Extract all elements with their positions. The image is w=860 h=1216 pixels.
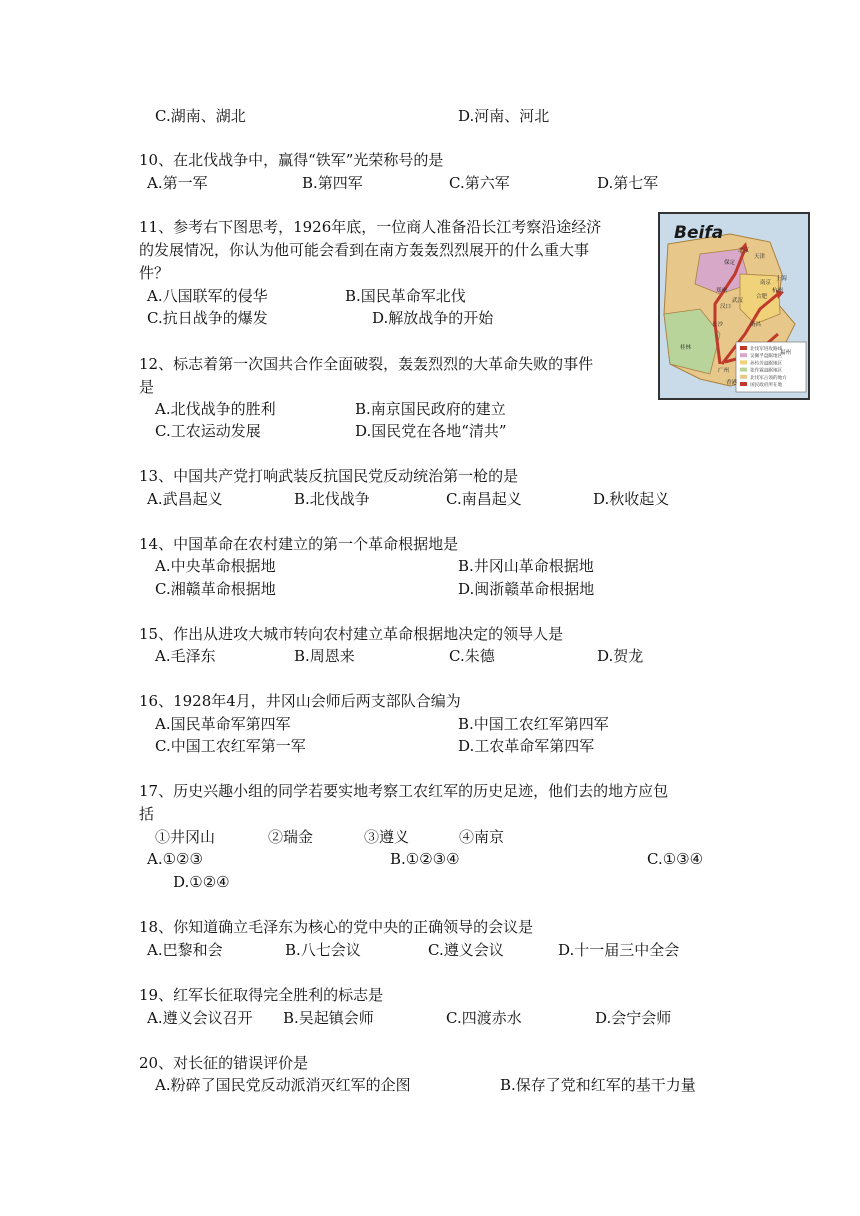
map-legend-label: 吴佩孚盘踞地区 <box>750 354 783 360</box>
q10-option-b: B.第四军 <box>302 174 363 192</box>
q12-option-d: D.国民党在各地“清共” <box>355 422 507 440</box>
q19-option-a: A.遵义会议召开 <box>147 1009 253 1027</box>
map-city-label: 合肥 <box>756 294 768 300</box>
q12-stem-line-1: 12、标志着第一次国共合作全面破裂，轰轰烈烈的大革命失败的事件 <box>139 355 594 373</box>
q11-option-d: D.解放战争的开始 <box>372 309 494 327</box>
map-legend-label: 张作霖盘踞地区 <box>750 368 783 374</box>
map-city-label: 桂林 <box>680 345 692 351</box>
q11-stem-line-3: 件？ <box>139 264 170 282</box>
q12-stem-line-2: 是 <box>139 378 155 396</box>
map-city-label: 杭州 <box>772 288 784 294</box>
q16-stem: 16、1928年4月，井冈山会师后两支部队合编为 <box>139 692 461 710</box>
map-city-label: 上海 <box>776 276 788 282</box>
q19-option-b: B.吴起镇会师 <box>283 1009 374 1027</box>
q12-option-a: A.北伐战争的胜利 <box>155 400 276 418</box>
q18-stem: 18、你知道确立毛泽东为核心的党中央的正确领导的会议是 <box>139 918 534 936</box>
q17-option-c: C.①③④ <box>647 850 704 868</box>
q17-stem-line-1: 17、历史兴趣小组的同学若要实地考察工农红军的历史足迹，他们去的地方应包 <box>139 782 669 800</box>
q12-option-c: C.工农运动发展 <box>155 422 261 440</box>
q14-option-b: B.井冈山革命根据地 <box>458 557 594 575</box>
q19-stem: 19、红军长征取得完全胜利的标志是 <box>139 986 384 1004</box>
q18-option-b: B.八七会议 <box>285 941 361 959</box>
q13-stem: 13、中国共产党打响武装反抗国民党反动统治第一枪的是 <box>139 467 519 485</box>
q17-item-3: ③遵义 <box>364 828 410 846</box>
map-city-label: 武汉 <box>732 298 744 304</box>
q16-option-c: C.中国工农红军第一军 <box>155 737 306 755</box>
q15-option-d: D.贺龙 <box>597 647 644 665</box>
map-city-label: 南京 <box>760 280 772 286</box>
q15-option-c: C.朱德 <box>449 647 495 665</box>
q13-option-c: C.南昌起义 <box>446 490 522 508</box>
map-city-label: 南昌 <box>750 322 762 328</box>
q20-option-b: B.保存了党和红军的基干力量 <box>500 1076 696 1094</box>
q18-option-c: C.遵义会议 <box>428 941 504 959</box>
q16-option-b: B.中国工农红军第四军 <box>458 715 609 733</box>
map-legend-label: 国民政府所在地 <box>750 383 783 388</box>
q13-option-a: A.武昌起义 <box>147 490 223 508</box>
q17-item-1: ①井冈山 <box>155 828 216 846</box>
map-city-label: 福州 <box>780 350 792 356</box>
q19-option-d: D.会宁会师 <box>595 1009 672 1027</box>
q11-option-b: B.国民革命军北伐 <box>345 287 466 305</box>
q14-option-a: A.中央革命根据地 <box>155 557 276 575</box>
map-legend-swatch <box>740 353 747 357</box>
q20-stem: 20、对长征的错误评价是 <box>139 1054 309 1072</box>
map-city-label: 北京 <box>738 248 750 254</box>
q18-option-a: A.巴黎和会 <box>147 941 223 959</box>
q13-option-d: D.秋收起义 <box>593 490 670 508</box>
q17-option-b: B.①②③④ <box>390 850 460 868</box>
q16-option-a: A.国民革命军第四军 <box>155 715 291 733</box>
map-legend-label: 北伐军占领的地方 <box>750 375 787 381</box>
map-legend-label: 孙传芳盘踞地区 <box>750 361 783 367</box>
q9-option-c: C.湖南、湖北 <box>155 107 246 125</box>
q17-option-d: D.①②④ <box>173 873 230 891</box>
map-legend-swatch <box>740 360 747 364</box>
map-legend-label: 北伐军进攻路线 <box>750 347 783 352</box>
q17-item-4: ④南京 <box>459 828 505 846</box>
q11-option-a: A.八国联军的侵华 <box>147 287 268 305</box>
q13-option-b: B.北伐战争 <box>294 490 370 508</box>
q17-stem-line-2: 括 <box>139 805 155 823</box>
q9-option-d: D.河南、河北 <box>458 107 550 125</box>
q12-option-b: B.南京国民政府的建立 <box>355 400 506 418</box>
map-graphic <box>660 214 808 398</box>
northern-expedition-map <box>658 212 810 400</box>
q17-item-2: ②瑞金 <box>268 828 314 846</box>
q19-option-c: C.四渡赤水 <box>446 1009 522 1027</box>
q20-option-a: A.粉碎了国民党反动派消灭红军的企图 <box>155 1076 411 1094</box>
q11-stem-line-1: 11、参考右下图思考，1926年底，一位商人准备沿长江考察沿途经济 <box>139 218 602 236</box>
q15-option-a: A.毛泽东 <box>155 647 216 665</box>
map-city-label: 天津 <box>754 254 766 260</box>
q18-option-d: D.十一届三中全会 <box>558 941 680 959</box>
map-legend-swatch <box>740 382 747 386</box>
q17-option-a: A.①②③ <box>147 850 203 868</box>
map-city-label: 广州 <box>718 368 730 374</box>
q10-option-a: A.第一军 <box>147 174 208 192</box>
q15-stem: 15、作出从进攻大城市转向农村建立革命根据地决定的领导人是 <box>139 625 564 643</box>
q11-stem-line-2: 的发展情况，你认为他可能会看到在南方轰轰烈烈展开的什么重大事 <box>139 241 590 259</box>
map-legend-swatch <box>740 346 747 350</box>
q15-option-b: B.周恩来 <box>294 647 355 665</box>
q10-option-c: C.第六军 <box>449 174 510 192</box>
map-city-label: 汉口 <box>720 304 732 310</box>
q10-stem: 10、在北伐战争中，赢得“铁军”光荣称号的是 <box>139 151 444 169</box>
map-city-label: 香港 <box>726 380 738 386</box>
q14-option-c: C.湘赣革命根据地 <box>155 580 276 598</box>
map-city-label: 长沙 <box>712 322 724 328</box>
map-legend-swatch <box>740 368 747 372</box>
q16-option-d: D.工农革命军第四军 <box>458 737 595 755</box>
map-city-label: 郑州 <box>716 288 728 294</box>
map-title: Beifa <box>674 223 724 243</box>
q10-option-d: D.第七军 <box>597 174 659 192</box>
q14-stem: 14、中国革命在农村建立的第一个革命根据地是 <box>139 535 459 553</box>
map-legend-swatch <box>740 375 747 379</box>
map-city-label: 保定 <box>724 260 736 266</box>
q11-option-c: C.抗日战争的爆发 <box>147 309 268 327</box>
q14-option-d: D.闽浙赣革命根据地 <box>458 580 595 598</box>
